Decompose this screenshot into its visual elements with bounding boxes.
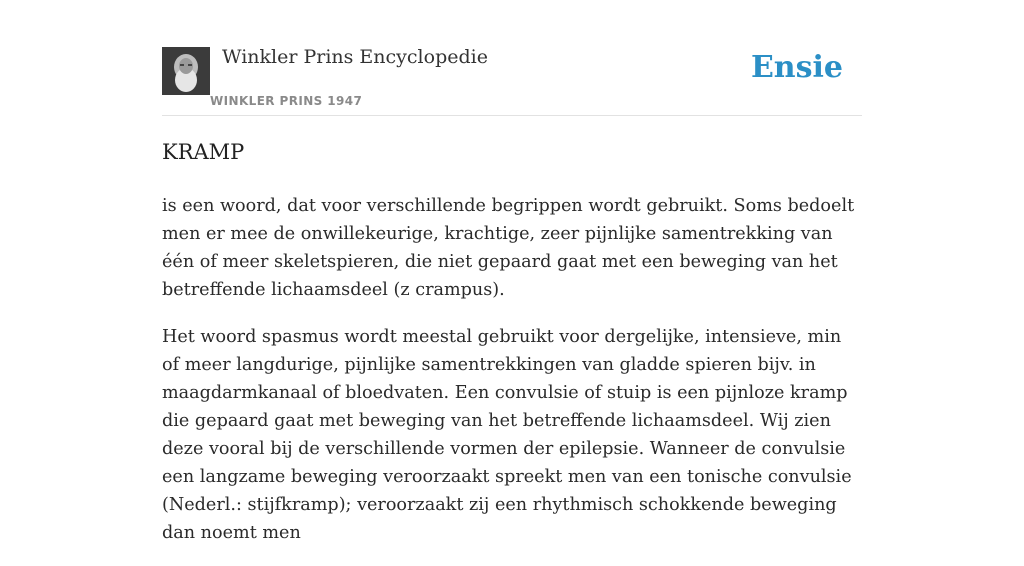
portrait-icon [162,47,210,95]
entry-paragraph: is een woord, dat voor verschillende begrippen wordt gebruikt. Soms bedoelt men er mee de onwillekeurige, krachtige, zeer pijnlijke samentrekking van één of meer skeletspieren, die niet gepaard gaat met een beweging van het betreffende lichaamsdeel (z crampus). [162,196,855,300]
source-label[interactable]: WINKLER PRINS 1947 [210,94,363,108]
author-avatar[interactable] [162,47,210,95]
site-title[interactable]: Winkler Prins Encyclopedie [222,46,488,68]
entry-paragraph: Het woord spasmus wordt meestal gebruikt voor dergelijke, intensieve, min of meer langdurige, pijnlijke samentrekkingen van gladde spieren bijv. in maagdarmkanaal of bloedvaten. Een convulsie of stuip is een pijnloze kramp die gepaard gaat met beweging van het betreffende lichaamsdeel. Wij zien deze vooral bij de verschillende vormen der epilepsie. Wanneer de convulsie een langzame beweging veroorzaakt spreekt men van een tonische convulsie (Nederl.: stijfkramp); veroorzaakt zij een rhythmisch schokkende beweging dan noemt men [162,327,852,543]
site-header [162,0,862,116]
brand-logo[interactable]: Ensie [750,50,843,85]
entry-content [162,192,862,566]
page [162,0,862,543]
entry-title: KRAMP [162,140,245,164]
